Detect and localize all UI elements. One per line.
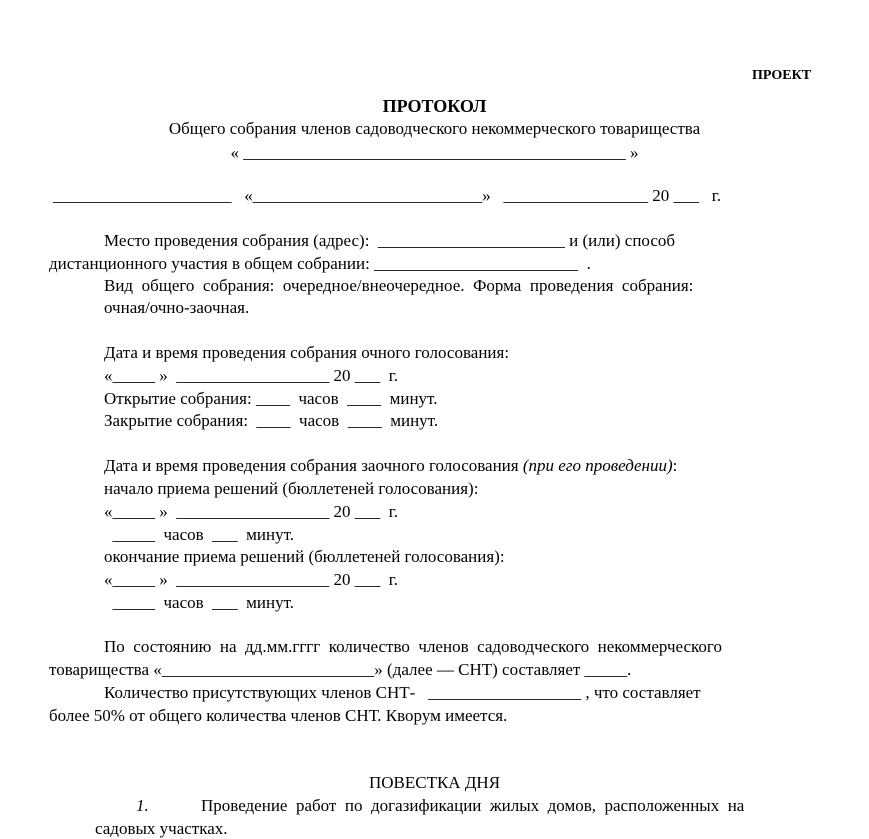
- draft-label: ПРОЕКТ: [752, 68, 812, 83]
- members-line-1: По состоянию на дд.мм.гггг количество членов садоводческого некоммерческого: [104, 637, 722, 656]
- page-title: ПРОТОКОЛ: [382, 96, 487, 116]
- end-date: «_____ » __________________ 20 ___ г.: [104, 570, 399, 589]
- extramural-heading-text: Дата и время проведения собрания заочного голосования: [104, 456, 523, 475]
- agenda-heading: ПОВЕСТКА ДНЯ: [368, 773, 501, 792]
- opening-time: Открытие собрания: ____ часов ____ минут.: [104, 389, 438, 408]
- partnership-name-line: « _____________________________________________ »: [230, 143, 639, 162]
- closing-time: Закрытие собрания: ____ часов ____ минут.: [104, 411, 439, 430]
- members-line-2: товарищества «_________________________» (далее — СНТ) составляет _____.: [49, 660, 632, 679]
- start-heading: начало приема решений (бюллетеней голосования):: [104, 479, 479, 498]
- extramural-heading: [104, 456, 677, 476]
- extramural-colon: :: [672, 456, 678, 475]
- present-line-1: Количество присутствующих членов СНТ- __________________ , что составляет: [104, 683, 701, 702]
- meeting-place-line-1: Место проведения собрания (адрес): ______________________ и (или) способ: [104, 231, 676, 250]
- present-line-2: более 50% от общего количества членов СНТ. Кворум имеется.: [49, 706, 508, 725]
- intramural-heading: Дата и время проведения собрания очного голосования:: [104, 343, 510, 362]
- end-time: _____ часов ___ минут.: [104, 593, 295, 612]
- meeting-kind-line-1: Вид общего собрания: очередное/внеочередное. Форма проведения собрания:: [104, 276, 694, 295]
- agenda-item-line-2: садовых участках.: [95, 819, 228, 838]
- meeting-place-line-2: дистанционного участия в общем собрании: ________________________ .: [49, 254, 591, 273]
- agenda-item-line-1: Проведение работ по догазификации жилых домов, расположенных на: [201, 796, 745, 815]
- end-heading: окончание приема решений (бюллетеней голосования):: [104, 547, 505, 566]
- place-date-line: _____________________ «___________________________» _________________ 20 ___ г.: [53, 186, 722, 205]
- intramural-date: «_____ » __________________ 20 ___ г.: [104, 366, 399, 385]
- extramural-note: (при его проведении): [522, 456, 673, 475]
- start-date: «_____ » __________________ 20 ___ г.: [104, 502, 399, 521]
- start-time: _____ часов ___ минут.: [104, 525, 295, 544]
- meeting-kind-line-2: очная/очно-заочная.: [104, 298, 250, 317]
- agenda-item-number: 1.: [136, 796, 149, 815]
- page-subtitle: Общего собрания членов садоводческого некоммерческого товарищества: [168, 119, 701, 138]
